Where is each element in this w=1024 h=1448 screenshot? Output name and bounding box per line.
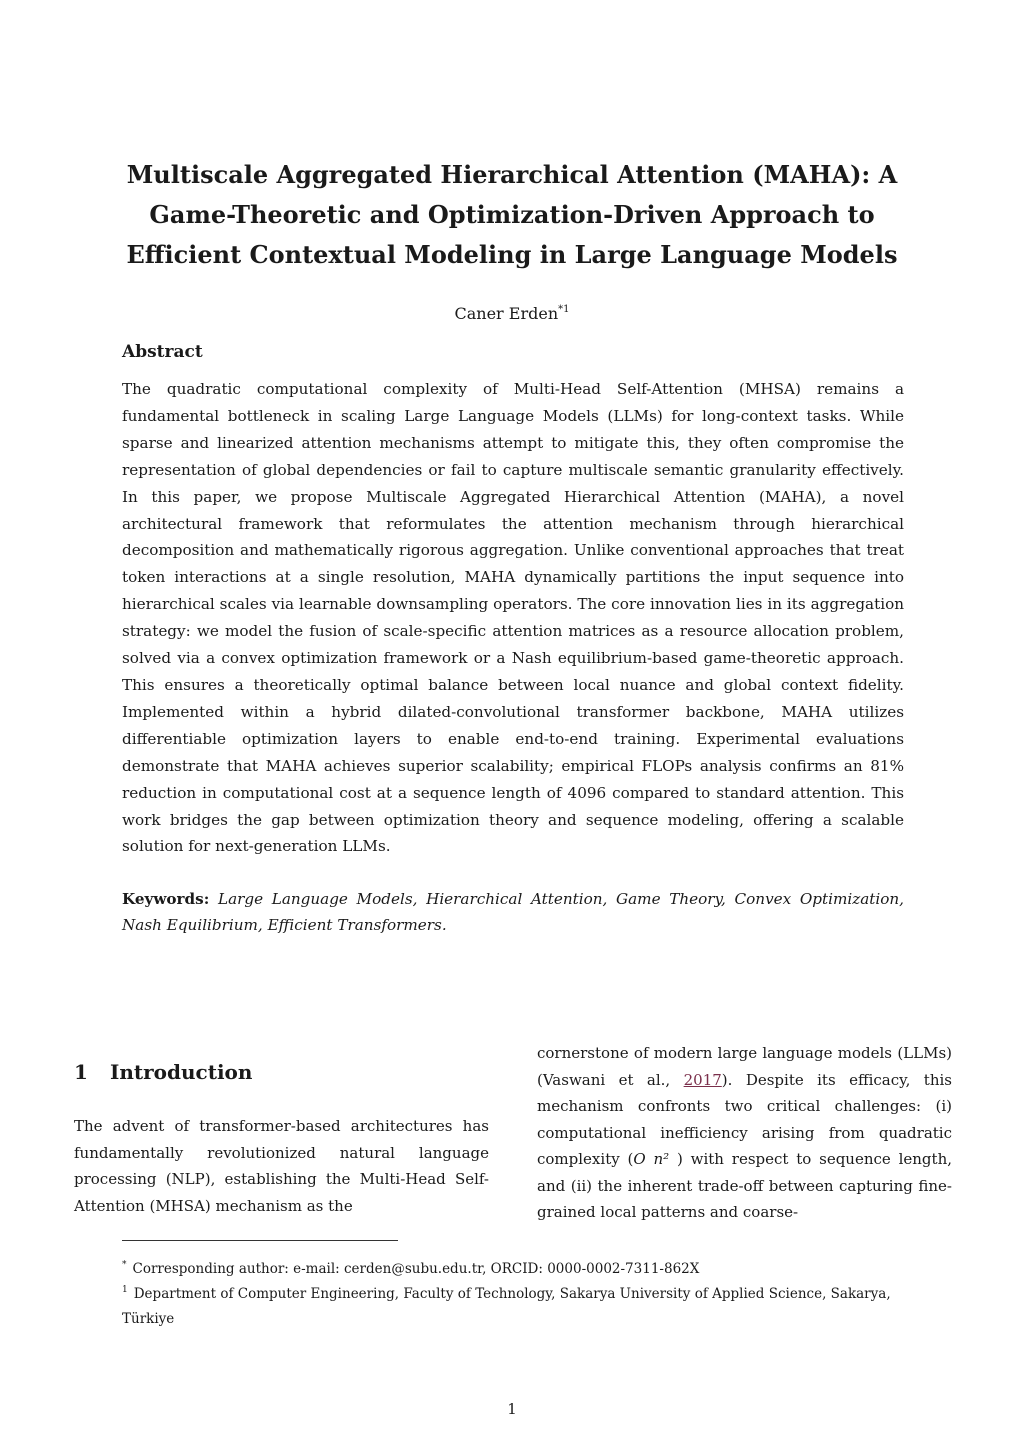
footnote-mark: * [122,1260,127,1270]
intro-right-text-3: ) with respect to sequence length, and (ii) the inherent trade-off between capturing fine-grained local patterns and coarse- [537,1150,952,1221]
paper-title: Multiscale Aggregated Hierarchical Attention (MAHA): A Game-Theoretic and Optimization-Driven Approach to Efficient Contextual Modeling in Large Language Models [126,160,898,269]
footnote-text: Department of Computer Engineering, Faculty of Technology, Sakarya University of Applied Science, Sakarya, Türkiye [122,1286,891,1327]
section-heading-introduction [74,1060,252,1084]
abstract-heading: Abstract [122,342,203,362]
keywords-label: Keywords: [122,890,210,908]
intro-right-text-2: ). Despite its efficacy, this mechanism confronts two critical challenges: (i) computational inefficiency arising from quadratic complexity ( [537,1070,952,1168]
intro-left-column: The advent of transformer-based architectures has fundamentally revolutionized natural language processing (NLP), establishing the Multi-Head Self-Attention (MHSA) mechanism as the [74,1117,489,1215]
author-name: Caner Erden [454,304,559,323]
abstract-text: The quadratic computational complexity of Multi-Head Self-Attention (MHSA) remains a fundamental bottleneck in scaling Large Language Models (LLMs) for long-context tasks. While sparse and linearized attention mechanisms attempt to mitigate this, they often compromise the representation of global dependencies or fail to capture multiscale semantic granularity effectively. In this paper, we propose Multiscale Aggregated Hierarchical Attention (MAHA), a novel architectural framework that reformulates the attention mechanism through hierarchical decomposition and mathematically rigorous aggregation. Unlike conventional approaches that treat token interactions at a single resolution, MAHA dynamically partitions the input sequence into hierarchical scales via learnable downsampling operators. The core innovation lies in its aggregation strategy: we model the fusion of scale-specific attention matrices as a resource allocation problem, solved via a convex optimization framework or a Nash equilibrium-based game-theoretic approach. This ensures a theoretically optimal balance between local nuance and global context fidelity. Implemented within a hybrid dilated-convolutional transformer backbone, MAHA utilizes differentiable optimization layers to enable end-to-end training. Experimental evaluations demonstrate that MAHA achieves superior scalability; empirical FLOPs analysis confirms an 81% reduction in computational cost at a sequence length of 4096 compared to standard attention. This work bridges the gap between optimization theory and sequence modeling, offering a scalable solution for next-generation LLMs. [122,380,904,856]
intro-right-column [537,1040,952,1226]
keywords-list: Large Language Models, Hierarchical Attention, Game Theory, Convex Optimization, Nash Equilibrium, Efficient Transformers. [122,890,905,934]
section-title: Introduction [110,1060,253,1084]
citation-link-vaswani-2017[interactable]: 2017 [683,1070,722,1089]
intro-right-text-1: cornerstone of modern large language models (LLMs)(Vaswani et al., [537,1044,952,1089]
author-marks: *1 [558,304,570,315]
keywords [122,886,904,938]
section-number: 1 [74,1060,88,1084]
footnote-mark: 1 [122,1285,128,1295]
page-number: 1 [507,1400,517,1418]
author-line [0,304,1024,323]
footnote-text: Corresponding author: e-mail: cerden@subu.edu.tr, ORCID: 0000-0002-7311-862X [132,1261,700,1277]
complexity-math: O n² [633,1150,670,1168]
footnote-divider [122,1240,398,1241]
footnote-affiliation [122,1278,904,1332]
